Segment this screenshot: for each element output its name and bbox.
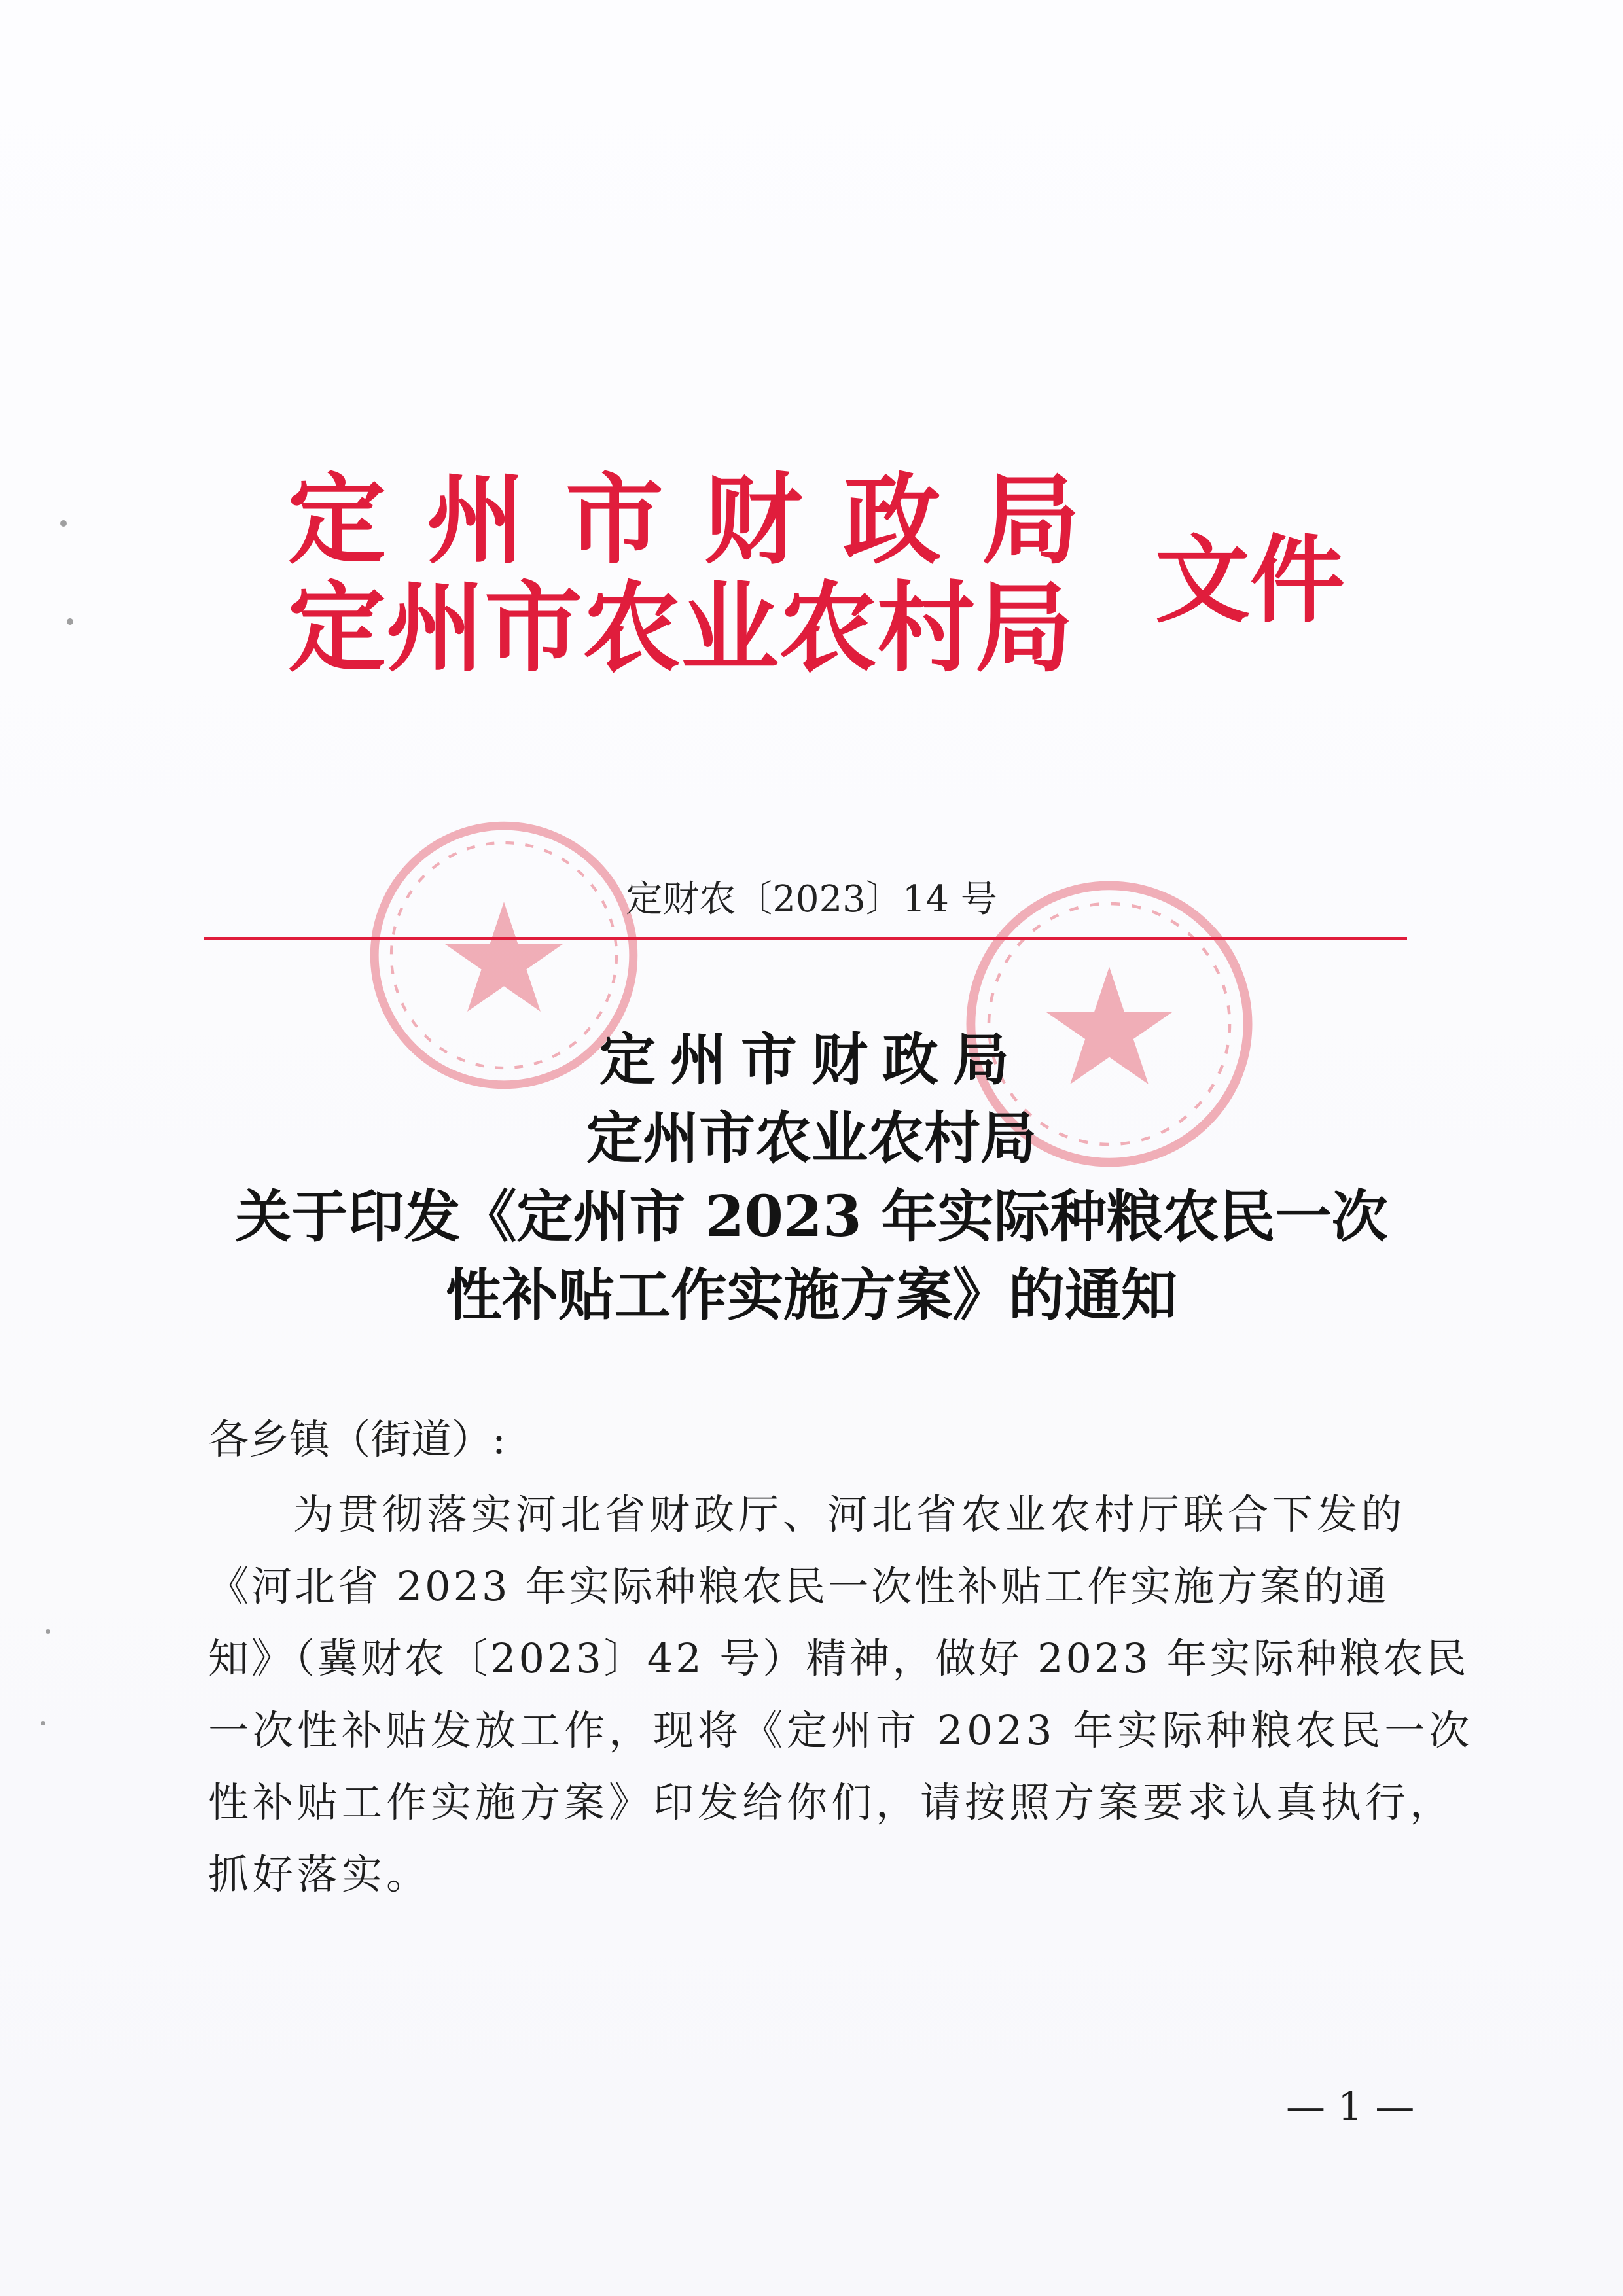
body-line: 一次性补贴发放工作，现将《定州市 2023 年实际种粮农民一次 <box>208 1706 1474 1754</box>
scan-speck <box>46 1629 50 1634</box>
issuing-authority-header <box>288 463 1400 703</box>
scan-speck <box>41 1721 45 1725</box>
body-line: 《河北省 2023 年实际种粮农民一次性补贴工作实施方案的通 <box>208 1563 1390 1610</box>
page-number: — 1 — <box>1286 2084 1415 2130</box>
title-authority-agriculture: 定州市农业农村局 <box>586 1105 1037 1171</box>
body-line: 性补贴工作实施方案》印发给你们，请按照方案要求认真执行， <box>208 1778 1455 1826</box>
header-authority-agriculture: 定州市农业农村局 <box>288 571 1074 686</box>
red-divider-line <box>204 937 1407 940</box>
header-document-suffix: 文件 <box>1155 525 1345 636</box>
header-authority-finance: 定州市财政局 <box>288 463 1121 578</box>
title-authority-finance: 定州市财政局 <box>599 1027 1024 1093</box>
scan-speck <box>67 618 73 625</box>
body-line: 知》（冀财农〔2023〕42 号）精神，做好 2023 年实际种粮农民 <box>208 1634 1469 1682</box>
body-line: 为贯彻落实河北省财政厅、河北省农业农村厅联合下发的 <box>293 1491 1406 1538</box>
salutation: 各乡镇（街道）: <box>208 1415 506 1463</box>
title-subject-line2: 性补贴工作实施方案》的通知 <box>446 1262 1177 1328</box>
scan-speck <box>60 520 67 527</box>
body-line: 抓好落实。 <box>208 1850 431 1898</box>
document-number: 定财农〔2023〕14 号 <box>626 878 997 921</box>
title-subject-line1: 关于印发《定州市 2023 年实际种粮农民一次 <box>235 1184 1388 1250</box>
